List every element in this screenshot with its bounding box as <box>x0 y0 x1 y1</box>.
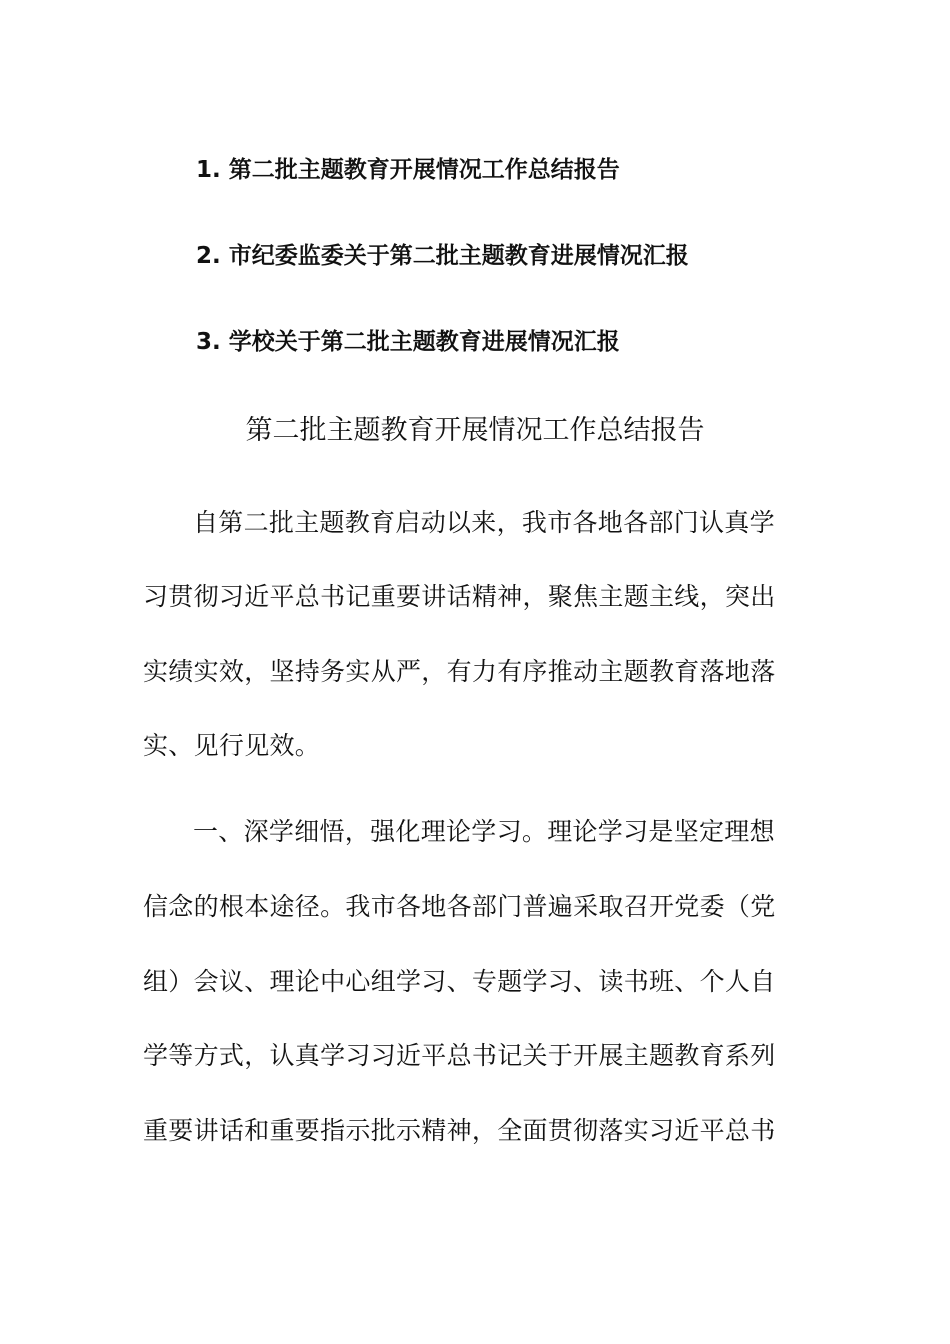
paragraph-line: 实、见行见效。 <box>143 731 321 760</box>
paragraph-line: 组）会议、理论中心组学习、专题学习、读书班、个人自 <box>143 967 776 996</box>
toc-item-3: 3. 学校关于第二批主题教育进展情况汇报 <box>196 329 620 355</box>
paragraph-line: 自第二批主题教育启动以来，我市各地各部门认真学 <box>193 508 775 537</box>
paragraph-line: 学等方式，认真学习习近平总书记关于开展主题教育系列 <box>143 1041 776 1070</box>
paragraph-line: 实绩实效，坚持务实从严，有力有序推动主题教育落地落 <box>143 657 776 686</box>
toc-item-2: 2. 市纪委监委关于第二批主题教育进展情况汇报 <box>196 243 689 269</box>
paragraph-line: 一、深学细悟，强化理论学习。理论学习是坚定理想 <box>193 817 775 846</box>
paragraph-line: 习贯彻习近平总书记重要讲话精神，聚焦主题主线，突出 <box>143 582 776 611</box>
toc-item-1: 1. 第二批主题教育开展情况工作总结报告 <box>196 157 620 183</box>
document-title: 第二批主题教育开展情况工作总结报告 <box>245 415 705 446</box>
paragraph-line: 信念的根本途径。我市各地各部门普遍采取召开党委（党 <box>143 892 776 921</box>
paragraph-line: 重要讲话和重要指示批示精神，全面贯彻落实习近平总书 <box>143 1116 776 1145</box>
